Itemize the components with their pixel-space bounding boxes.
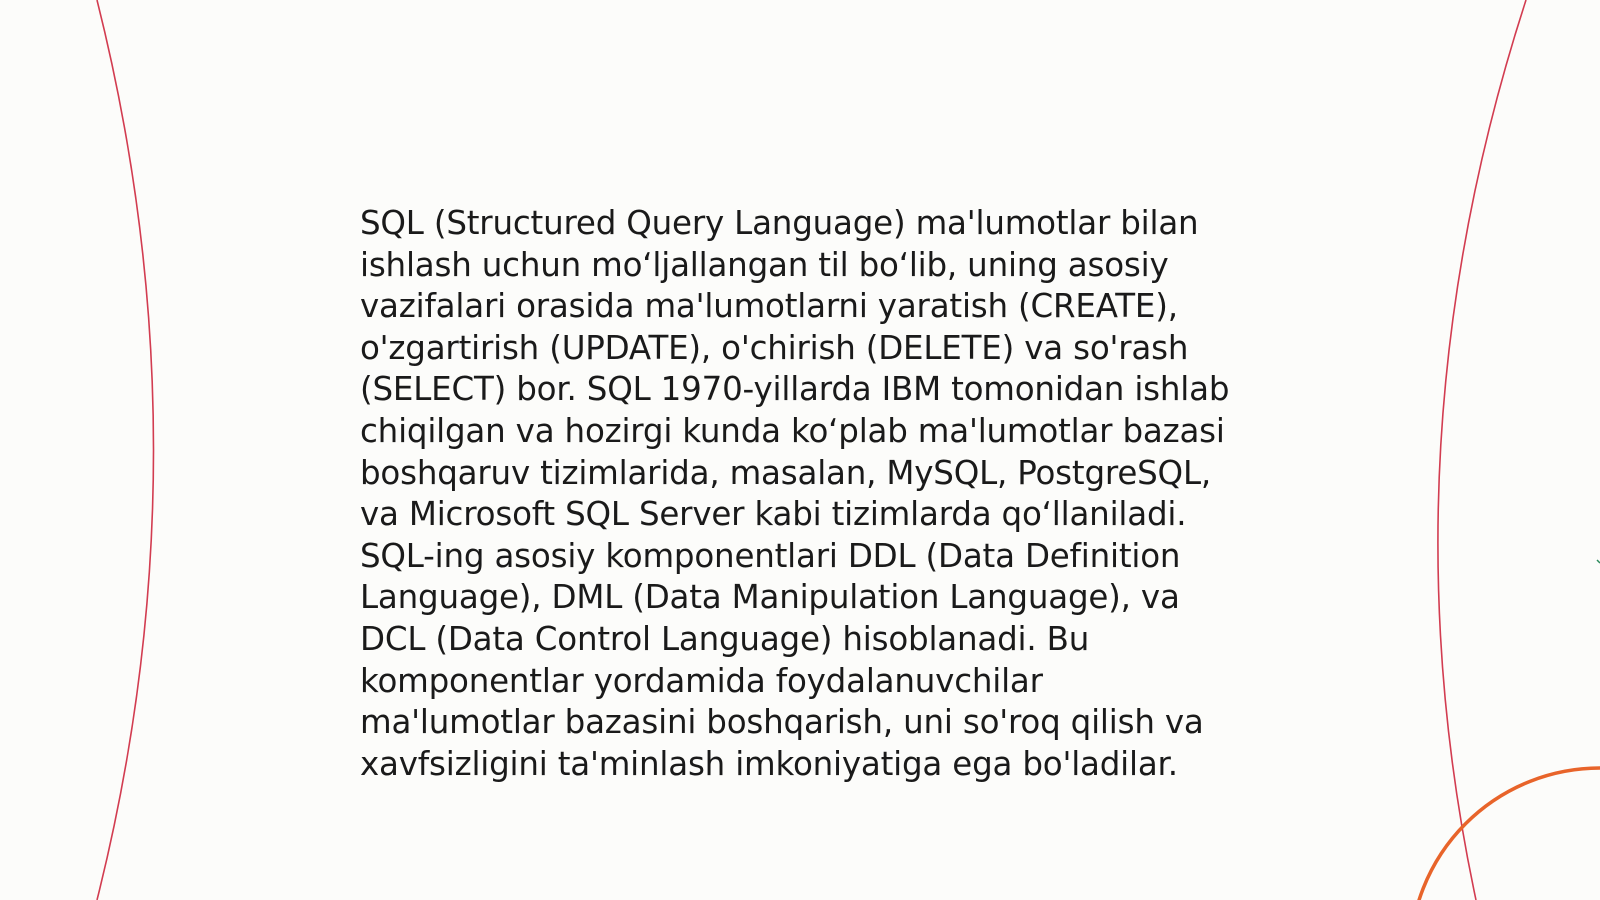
main-paragraph (360, 203, 1240, 785)
paragraph-line: o'zgartirish (UPDATE), o'chirish (DELETE) va so'rash (360, 328, 1189, 367)
left-curve-line (97, 0, 154, 900)
paragraph-line: SQL (Structured Query Language) ma'lumotlar bilan (360, 204, 1199, 242)
paragraph-line: boshqaruv tizimlarida, masalan, MySQL, PostgreSQL, (360, 453, 1211, 492)
right-curve-line (1438, 0, 1526, 900)
paragraph-line: SQL-ing asosiy komponentlari DDL (Data Definition (360, 536, 1181, 575)
paragraph-line: chiqilgan va hozirgi kunda ko‘plab ma'lumotlar bazasi (360, 411, 1225, 450)
paragraph-line: vazifalari orasida ma'lumotlarni yaratish (CREATE), (360, 287, 1178, 326)
paragraph-line: komponentlar yordamida foydalanuvchilar (360, 661, 1043, 700)
paragraph-line: xavfsizligini ta'minlash imkoniyatiga ega bo'ladilar. (360, 744, 1178, 783)
paragraph-line: Language), DML (Data Manipulation Language), va (360, 578, 1180, 617)
paragraph-line: ma'lumotlar bazasini boshqarish, uni so'roq qilish va (360, 703, 1204, 742)
paragraph-line: va Microsoft SQL Server kabi tizimlarda qo‘llaniladi. (360, 495, 1187, 534)
accent-arc (1410, 768, 1600, 900)
paragraph-line: ishlash uchun mo‘ljallangan til bo‘lib, uning asosiy (360, 245, 1169, 284)
paragraph-line: (SELECT) bor. SQL 1970-yillarda IBM tomonidan ishlab (360, 370, 1230, 409)
paragraph-line: DCL (Data Control Language) hisoblanadi. Bu (360, 619, 1090, 658)
